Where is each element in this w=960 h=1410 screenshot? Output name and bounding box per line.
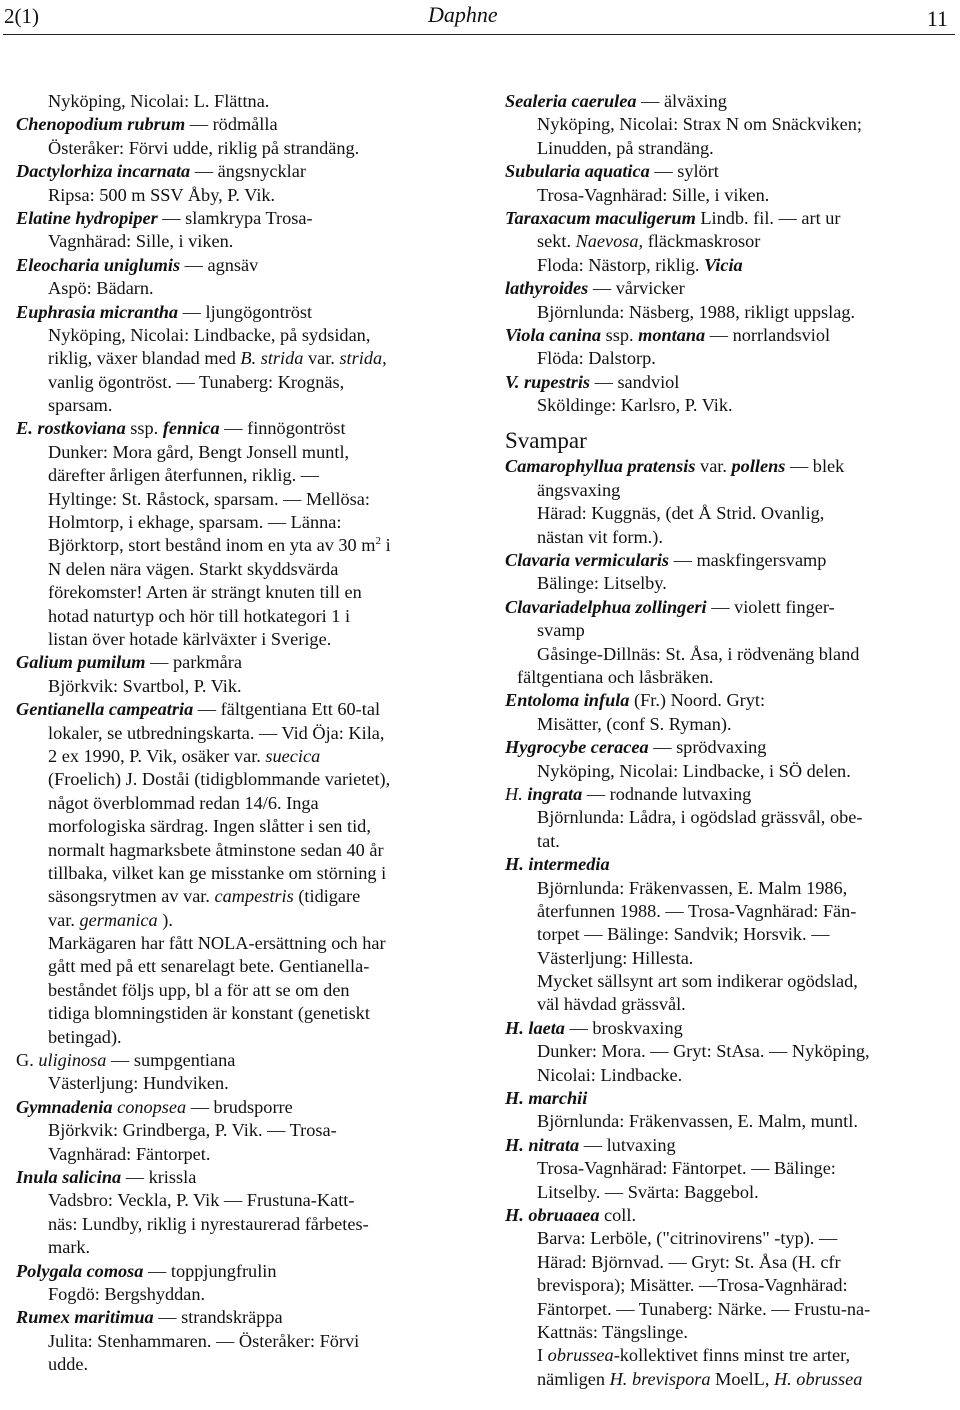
text-run: lokaler, se utbredningskarta. — Vid Öja: Kila, <box>48 722 385 743</box>
taxon-name: Clavariadelphua zollingeri <box>505 596 707 617</box>
text-run: (Fr.) Noord. Gryt: <box>629 690 766 711</box>
text-run: — ängsnycklar <box>190 161 306 182</box>
text-line <box>505 1040 950 1063</box>
text-run: Björnlunda: Fräkenvassen, E. Malm 1986, <box>537 877 848 898</box>
text-run: Julita: Stenhammaren. — Österåker: Förvi <box>48 1330 360 1351</box>
text-run: Nyköping, Nicolai: Strax N om Snäckviken; <box>537 114 862 135</box>
text-run: beståndet följs upp, bl a för att se om den <box>48 979 350 1000</box>
text-run: brevispora); Misätter. —Trosa-Vagnhärad: <box>537 1275 848 1296</box>
text-run: Björktorp, stort bestånd inom en yta av 30 m <box>48 535 376 556</box>
taxon-name: Hygrocybe ceracea <box>505 737 649 758</box>
text-line <box>505 324 950 347</box>
text-run: campestris <box>214 886 294 907</box>
text-run: Björkvik: Grindberga, P. Vik. — Trosa- <box>48 1120 337 1141</box>
text-run: sekt. <box>537 231 576 252</box>
text-line <box>505 1087 950 1110</box>
taxon-name: Euphrasia micrantha <box>16 301 179 322</box>
text-run: väl hävdad grässvål. <box>537 994 686 1015</box>
text-run: var. <box>695 456 732 477</box>
text-line <box>16 839 466 862</box>
text-run: H. <box>505 783 523 804</box>
text-line <box>505 643 950 666</box>
text-run: hotad naturtyp och hör till hotkategori 1 i <box>48 605 351 626</box>
text-run: mark. <box>48 1237 91 1258</box>
text-run: Lindb. fil. — art ur <box>695 207 841 228</box>
text-run: H. obrussea <box>773 1368 863 1389</box>
text-line <box>16 675 466 698</box>
text-line <box>505 1298 950 1321</box>
text-line <box>505 736 950 759</box>
taxon-name: Clavaria vermicularis <box>505 550 670 571</box>
text-run: — sumpgentiana <box>106 1050 236 1071</box>
text-line <box>16 745 466 768</box>
text-line <box>16 558 466 581</box>
taxon-name: montana <box>638 324 706 345</box>
text-run: udde. <box>48 1354 89 1375</box>
text-line <box>505 1227 950 1250</box>
text-run: var. <box>303 348 340 369</box>
text-line <box>16 1072 466 1095</box>
text-line <box>16 581 466 604</box>
text-line <box>505 760 950 783</box>
text-run: uliginosa <box>38 1050 107 1071</box>
text-run: Björnlunda: Fräkenvassen, E. Malm, muntl. <box>537 1111 858 1132</box>
text-run: gått med på ett senarelagt bete. Gentianella- <box>48 956 370 977</box>
text-run: — krissla <box>121 1166 197 1187</box>
text-run: Västerljung: Hundviken. <box>48 1073 229 1094</box>
text-run: — violett finger- <box>706 596 835 617</box>
taxon-name: pollens <box>731 456 786 477</box>
text-line <box>16 1119 466 1142</box>
text-line <box>505 90 950 113</box>
text-line <box>505 455 950 478</box>
text-line <box>505 1134 950 1157</box>
text-run: därefter årligen återfunnen, riklig. — <box>48 465 320 486</box>
taxon-name: H. laeta <box>505 1017 565 1038</box>
text-run: Linudden, på strandäng. <box>537 137 714 158</box>
text-line <box>505 1157 950 1180</box>
right-column <box>505 90 950 1391</box>
text-run: germanica <box>79 909 158 930</box>
text-run: — rödmålla <box>185 114 278 135</box>
text-line <box>16 1143 466 1166</box>
text-run: Sköldinge: Karlsro, P. Vik. <box>537 395 733 416</box>
page-number: 11 <box>926 6 948 31</box>
taxon-name: E. rostkoviana <box>16 418 126 439</box>
taxon-name: Entoloma infula <box>505 690 630 711</box>
taxon-name: Elatine hydropiper <box>16 207 158 228</box>
text-line <box>505 1064 950 1087</box>
text-run: — rodnande lutvaxing <box>582 783 752 804</box>
text-run: Dunker: Mora gård, Bengt Jonsell muntl, <box>48 441 350 462</box>
text-run: något överblommad redan 14/6. Inga <box>48 792 319 813</box>
text-line <box>16 277 466 300</box>
text-run: coll. <box>599 1204 637 1225</box>
text-line <box>505 596 950 619</box>
text-run: nästan vit form.). <box>537 526 663 547</box>
text-run: MoelL, <box>710 1368 774 1389</box>
text-run: listan över hotade kärlväxter i Sverige. <box>48 628 332 649</box>
text-run: förekomster! Arten är strängt knuten till en <box>48 582 362 603</box>
taxon-name: Rumex maritimua <box>16 1307 154 1328</box>
text-line <box>505 207 950 230</box>
text-run: morfologiska särdrag. Ingen slåtter i sen tid, <box>48 816 371 837</box>
text-run: tillbaka, vilket kan ge misstanke om störning i <box>48 862 387 883</box>
text-line <box>16 862 466 885</box>
text-line <box>16 90 466 113</box>
text-line <box>505 619 950 642</box>
text-run: betingad). <box>48 1026 122 1047</box>
text-run: var. <box>48 909 80 930</box>
taxon-name: Inula salicina <box>16 1166 122 1187</box>
taxon-name: fennica <box>162 418 220 439</box>
text-line <box>505 254 950 277</box>
text-line <box>16 488 466 511</box>
taxon-name: Gentianella campeatria <box>16 699 194 720</box>
text-run: Björkvik: Svartbol, P. Vik. <box>48 675 242 696</box>
text-line <box>16 722 466 745</box>
text-line <box>16 1306 466 1329</box>
text-run: Fogdö: Bergshyddan. <box>48 1283 206 1304</box>
text-run: Vagnhärad: Sille, i viken. <box>48 231 234 252</box>
taxon-name: lathyroides <box>505 278 589 299</box>
text-line <box>16 955 466 978</box>
text-line <box>505 713 950 736</box>
text-line <box>505 526 950 549</box>
text-line <box>16 254 466 277</box>
text-run: ängsvaxing <box>537 479 621 500</box>
text-line <box>16 324 466 347</box>
text-run: sparsam. <box>48 395 113 416</box>
text-run: Vadsbro: Veckla, P. Vik — Frustuna-Katt- <box>48 1190 355 1211</box>
text-line <box>16 932 466 955</box>
text-line <box>505 160 950 183</box>
text-run: Björnlunda: Lådra, i ogödslad grässvål, obe- <box>537 807 863 828</box>
text-run: Barva: Lerböle, ("citrinovirens" -typ). — <box>537 1228 838 1249</box>
text-run: — strandskräppa <box>153 1307 283 1328</box>
text-run: — älväxing <box>636 91 727 111</box>
text-line <box>505 113 950 136</box>
text-line <box>16 815 466 838</box>
text-run: 2 <box>375 535 381 548</box>
text-line <box>505 1204 950 1227</box>
taxon-name: H. intermedia <box>505 854 610 875</box>
text-line <box>505 923 950 946</box>
text-line <box>505 666 950 689</box>
text-line <box>505 137 950 160</box>
text-run: — sylört <box>649 161 719 182</box>
taxon-name: Taraxacum maculigerum <box>505 207 696 228</box>
text-line <box>505 502 950 525</box>
text-run: — vårvicker <box>588 278 685 299</box>
text-run: återfunnen 1988. — Trosa-Vagnhärad: Fän- <box>537 900 857 921</box>
text-run: — sprödvaxing <box>648 737 767 758</box>
taxon-name: Eleocharia uniglumis <box>16 254 181 275</box>
text-line <box>16 979 466 1002</box>
text-line <box>505 1368 950 1391</box>
text-line <box>16 698 466 721</box>
text-line <box>16 651 466 674</box>
text-run: Österåker: Förvi udde, riklig på strandäng. <box>48 137 360 158</box>
text-run: 2 ex 1990, P. Vik, osäker var. <box>48 745 266 766</box>
text-line <box>505 806 950 829</box>
text-line <box>505 427 950 455</box>
taxon-name: Galium pumilum <box>16 652 146 673</box>
text-run: — ljungögontröst <box>178 301 313 322</box>
text-run: Fäntorpet. — Tunaberg: Närke. — Frustu-na- <box>537 1298 871 1319</box>
text-run: B. strida <box>240 348 304 369</box>
text-line <box>16 464 466 487</box>
text-run: Misätter, (conf S. Ryman). <box>537 713 732 734</box>
text-run: obrussea <box>547 1345 614 1366</box>
text-line <box>16 1283 466 1306</box>
text-run: -kollektivet finns minst tre arter, <box>613 1345 851 1366</box>
text-run: N delen nära vägen. Starkt skyddsvärda <box>48 558 339 579</box>
text-run: Bälinge: Litselby. <box>537 573 667 594</box>
text-run: vanlig ögontröst. — Tunaberg: Krognäs, <box>48 371 345 392</box>
text-line <box>16 628 466 651</box>
text-line <box>16 534 466 557</box>
text-run: fläckmaskrosor <box>643 231 761 252</box>
text-line <box>505 301 950 324</box>
text-run: G. <box>16 1050 39 1071</box>
text-line <box>16 605 466 628</box>
text-run: — lutvaxing <box>579 1134 676 1155</box>
text-line <box>16 371 466 394</box>
text-line <box>16 1026 466 1049</box>
running-header <box>0 0 960 36</box>
text-line <box>505 1017 950 1040</box>
text-run: normalt hagmarksbete åtminstone sedan 40 år <box>48 839 384 860</box>
text-run: Flöda: Dalstorp. <box>537 348 656 369</box>
issue-label: 2(1) <box>4 4 39 28</box>
text-line <box>505 371 950 394</box>
text-line <box>16 1260 466 1283</box>
text-run: tidiga blomningstiden är konstant (genetiskt <box>48 1003 370 1024</box>
text-line <box>505 572 950 595</box>
taxon-name: H. obruaaea <box>505 1204 600 1225</box>
text-run: (tidigare <box>293 886 361 907</box>
taxon-name: Gymnadenia <box>16 1096 113 1117</box>
text-line <box>16 301 466 324</box>
text-run: Holmtorp, i ekhage, sparsam. — Länna: <box>48 512 342 533</box>
text-run: ). <box>157 909 173 930</box>
text-run: Västerljung: Hillesta. <box>537 947 694 968</box>
taxon-name: Vicia <box>704 254 743 275</box>
text-run: Hyltinge: St. Råstock, sparsam. — Mellösa: <box>48 488 370 509</box>
text-run: fältgentiana och låsbräken. <box>517 666 714 687</box>
taxon-name: Polygala comosa <box>16 1260 144 1281</box>
text-run: — slamkrypa Trosa- <box>157 207 313 228</box>
text-run: Nyköping, Nicolai: Lindbacke, på sydsidan, <box>48 324 371 345</box>
text-run: Gåsinge-Dillnäs: St. Åsa, i rödvenäng bland <box>537 643 860 664</box>
text-line <box>505 830 950 853</box>
text-line <box>16 1002 466 1025</box>
text-line <box>16 885 466 908</box>
text-run: Nyköping, Nicolai: Lindbacke, i SÖ delen. <box>537 760 851 781</box>
text-line <box>505 394 950 417</box>
text-run: Trosa-Vagnhärad: Fäntorpet. — Bälinge: <box>537 1158 836 1179</box>
text-line <box>16 1330 466 1353</box>
text-line <box>505 970 950 993</box>
text-run: Litselby. — Svärta: Baggebol. <box>537 1181 759 1202</box>
text-run: Floda: Nästorp, riklig. <box>537 254 705 275</box>
taxon-name: Viola canina <box>505 324 602 345</box>
text-line <box>16 441 466 464</box>
taxon-name: V. rupestris <box>505 371 591 392</box>
text-line <box>505 184 950 207</box>
text-run: näs: Lundby, riklig i nyrestaurerad fårbetes- <box>48 1213 369 1234</box>
text-line <box>505 549 950 572</box>
text-line <box>505 689 950 712</box>
text-run: torpet — Bälinge: Sandvik; Horsvik. — <box>537 924 830 945</box>
text-line <box>505 479 950 502</box>
text-run: H. brevispora <box>609 1368 711 1389</box>
text-line <box>505 1274 950 1297</box>
text-line <box>505 1110 950 1133</box>
text-line <box>505 783 950 806</box>
text-line <box>16 137 466 160</box>
text-line <box>16 113 466 136</box>
text-run: — finnögontröst <box>219 418 346 439</box>
text-run: ssp. <box>125 418 163 439</box>
text-run: Ripsa: 500 m SSV Åby, P. Vik. <box>48 184 276 205</box>
text-line <box>16 1213 466 1236</box>
text-run: Aspö: Bädarn. <box>48 278 154 299</box>
text-run: strida, <box>339 348 387 369</box>
text-run: — sandviol <box>590 371 680 392</box>
text-run: Härad: Kuggnäs, (det Å Strid. Ovanlig, <box>537 503 825 524</box>
text-line <box>16 1236 466 1259</box>
text-run: svamp <box>537 620 585 641</box>
text-run: — broskvaxing <box>564 1017 683 1038</box>
text-run: I <box>537 1345 548 1366</box>
text-run: — blek <box>785 456 845 477</box>
text-run: (Froelich) J. Doståi (tidigblommande varietet), <box>48 769 391 790</box>
text-line <box>16 1189 466 1212</box>
text-line <box>16 207 466 230</box>
text-run: — brudsporre <box>186 1096 293 1117</box>
text-line <box>505 877 950 900</box>
text-run: Naevosa, <box>575 231 644 252</box>
text-line <box>505 1344 950 1367</box>
text-line <box>16 909 466 932</box>
text-run: Nicolai: Lindbacke. <box>537 1064 683 1085</box>
text-line <box>505 900 950 923</box>
text-line <box>16 230 466 253</box>
text-line <box>16 1353 466 1376</box>
text-run: Vagnhärad: Fäntorpet. <box>48 1143 211 1164</box>
text-run: Mycket sällsynt art som indikerar ogödslad, <box>537 971 858 992</box>
text-run: nämligen <box>537 1368 610 1389</box>
text-run: — norrlandsviol <box>705 324 831 345</box>
taxon-name: Subularia aquatica <box>505 161 650 182</box>
text-line <box>16 1166 466 1189</box>
taxon-name: H. marchii <box>505 1088 588 1109</box>
text-run: Dunker: Mora. — Gryt: StAsa. — Nyköping, <box>537 1041 870 1062</box>
taxon-name: Camarophyllua pratensis <box>505 456 696 477</box>
taxon-name: Dactylorhiza incarnata <box>16 161 191 182</box>
section-heading: Svampar <box>505 428 587 454</box>
text-run: — fältgentiana Ett 60-tal <box>193 699 381 720</box>
text-run: säsongsrytmen av var. <box>48 886 215 907</box>
text-run: — maskfingersvamp <box>669 550 827 571</box>
text-run: Björnlunda: Näsberg, 1988, rikligt uppslag. <box>537 301 856 322</box>
text-line <box>16 511 466 534</box>
text-run: Kattnäs: Tängslinge. <box>537 1321 688 1342</box>
journal-title: Daphne <box>428 2 498 27</box>
text-line <box>505 1181 950 1204</box>
text-line <box>505 230 950 253</box>
text-run: conopsea <box>117 1096 187 1117</box>
text-run: Nyköping, Nicolai: L. Flättna. <box>48 91 270 111</box>
text-run: suecica <box>265 745 321 766</box>
text-line <box>16 768 466 791</box>
text-line <box>16 160 466 183</box>
text-run: tat. <box>537 830 560 851</box>
text-line <box>16 394 466 417</box>
text-line <box>505 277 950 300</box>
text-line <box>505 947 950 970</box>
text-run: — agnsäv <box>180 254 259 275</box>
text-line <box>16 792 466 815</box>
text-line <box>505 347 950 370</box>
text-line <box>16 347 466 370</box>
text-run: Härad: Björnvad. — Gryt: St. Åsa (H. cfr <box>537 1251 841 1272</box>
text-line <box>16 1049 466 1072</box>
taxon-name: Chenopodium rubrum <box>16 114 186 135</box>
text-line <box>16 184 466 207</box>
text-run: i <box>381 535 391 556</box>
taxon-name: H. nitrata <box>505 1134 580 1155</box>
text-run: Trosa-Vagnhärad: Sille, i viken. <box>537 184 770 205</box>
text-run: — toppjungfrulin <box>143 1260 277 1281</box>
text-run: ssp. <box>601 324 639 345</box>
header-rule <box>3 34 955 35</box>
taxon-name: Sealeria caerulea <box>505 91 637 111</box>
text-line <box>16 1096 466 1119</box>
text-run: Markägaren har fått NOLA-ersättning och har <box>48 933 386 954</box>
text-line <box>505 1251 950 1274</box>
text-run: riklig, växer blandad med <box>48 348 241 369</box>
taxon-name: ingrata <box>527 783 583 804</box>
text-line <box>505 853 950 876</box>
text-line <box>505 1321 950 1344</box>
left-column <box>16 90 466 1376</box>
text-run: — parkmåra <box>145 652 242 673</box>
text-line <box>505 993 950 1016</box>
text-line <box>16 417 466 440</box>
